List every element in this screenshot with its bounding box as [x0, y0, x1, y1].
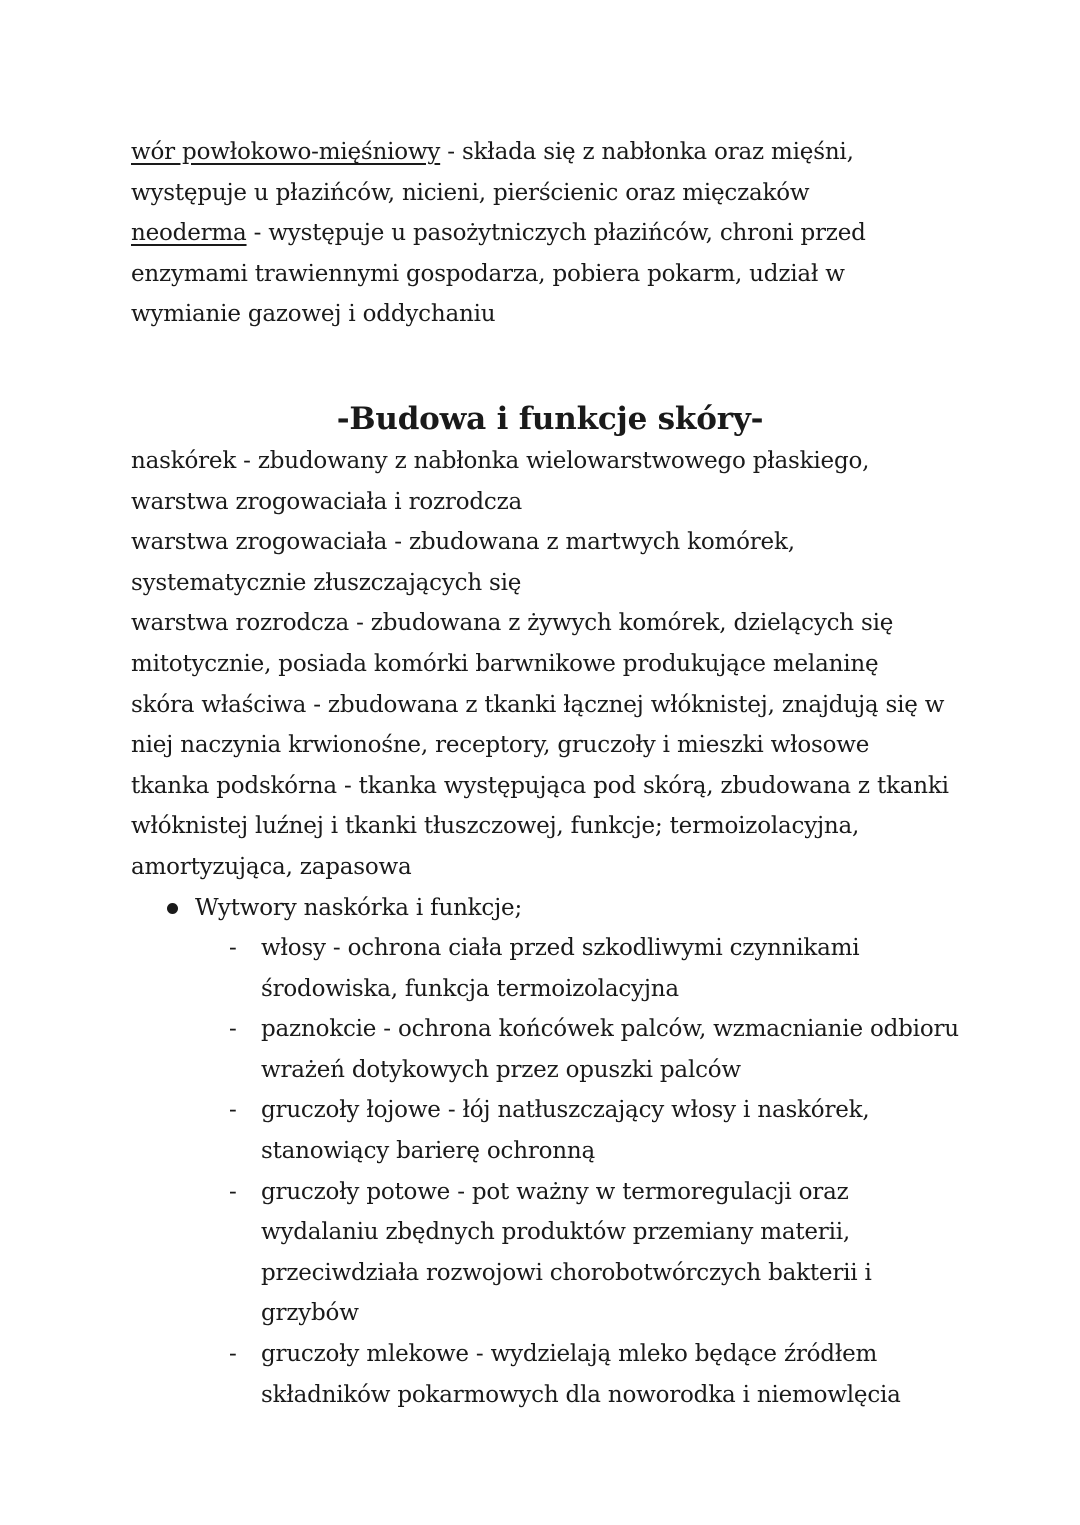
sublist-item	[131, 1172, 961, 1334]
paragraph-warstwa-rozrodcza: warstwa rozrodcza - zbudowana z żywych komórek, dzielących się mitotycznie, posiada komórki barwnikowe produkujące melaninę	[131, 610, 894, 677]
paragraph-skora-wlasciwa: skóra właściwa - zbudowana z tkanki łącznej włóknistej, znajdują się w niej naczynia krwionośne, receptory, gruczoły i mieszki włosowe	[131, 691, 945, 759]
paragraph-tkanka-podskorna: tkanka podskórna - tkanka występująca pod skórą, zbudowana z tkanki włóknistej luźnej i tkanki tłuszczowej, funkcje; termoizolacyjna, amortyzująca, zapasowa	[131, 772, 949, 880]
dash-marker: -	[229, 1016, 237, 1043]
dash-marker: -	[229, 935, 237, 962]
bullet-item	[131, 888, 961, 929]
term-wor-powlokowo-miesniowy: wór powłokowo-mięśniowy	[131, 139, 441, 165]
paragraph-naskorek: naskórek - zbudowany z nabłonka wielowarstwowego płaskiego, warstwa zrogowaciała i rozrodcza	[131, 447, 870, 515]
sublist-item-text: gruczoły łojowe - łój natłuszczający włosy i naskórek, stanowiący barierę ochronną	[261, 1097, 870, 1165]
dash-marker: -	[229, 1097, 237, 1124]
paragraph-warstwa-zrogowaciala: warstwa zrogowaciała - zbudowana z martwych komórek, systematycznie złuszczających się	[131, 529, 795, 596]
sublist-item-text: paznokcie - ochrona końcówek palców, wzmacnianie odbioru wrażeń dotykowych przez opuszki palców	[261, 1016, 959, 1083]
section-heading: -Budowa i funkcje skóry-	[336, 400, 764, 437]
term-neoderma: neoderma	[131, 220, 247, 247]
sublist-item	[131, 1334, 961, 1415]
intro-paragraph-1	[131, 132, 961, 213]
sublist	[131, 928, 961, 1415]
dash-marker: -	[229, 1341, 237, 1368]
bullet-dot-icon	[167, 903, 178, 914]
definition-neoderma: - występuje u pasożytniczych płazińców, chroni przed enzymami trawiennymi gospodarza, pobiera pokarm, udział w wymianie gazowej i oddychaniu	[131, 220, 866, 328]
definition-wor-powlokowo-miesniowy: - składa się z nabłonka oraz mięśni, występuje u płazińców, nicieni, pierścienic oraz mięczaków	[131, 139, 854, 206]
document-page	[131, 132, 961, 1415]
sublist-item-text: gruczoły mlekowe - wydzielają mleko będące źródłem składników pokarmowych dla noworodka i niemowlęcia	[261, 1341, 901, 1408]
sublist-item	[131, 928, 961, 1009]
sublist-item	[131, 1090, 961, 1171]
bullet-label: Wytwory naskórka i funkcje;	[195, 894, 522, 921]
sublist-item-text: gruczoły potowe - pot ważny w termoregulacji oraz wydalaniu zbędnych produktów przemiany materii, przeciwdziała rozwojowi chorobotwórczych bakterii i grzybów	[261, 1178, 872, 1327]
sublist-item	[131, 1009, 961, 1090]
dash-marker: -	[229, 1178, 237, 1205]
sublist-item-text: włosy - ochrona ciała przed szkodliwymi czynnikami środowiska, funkcja termoizolacyjna	[261, 935, 860, 1002]
intro-paragraph-2	[131, 213, 961, 335]
